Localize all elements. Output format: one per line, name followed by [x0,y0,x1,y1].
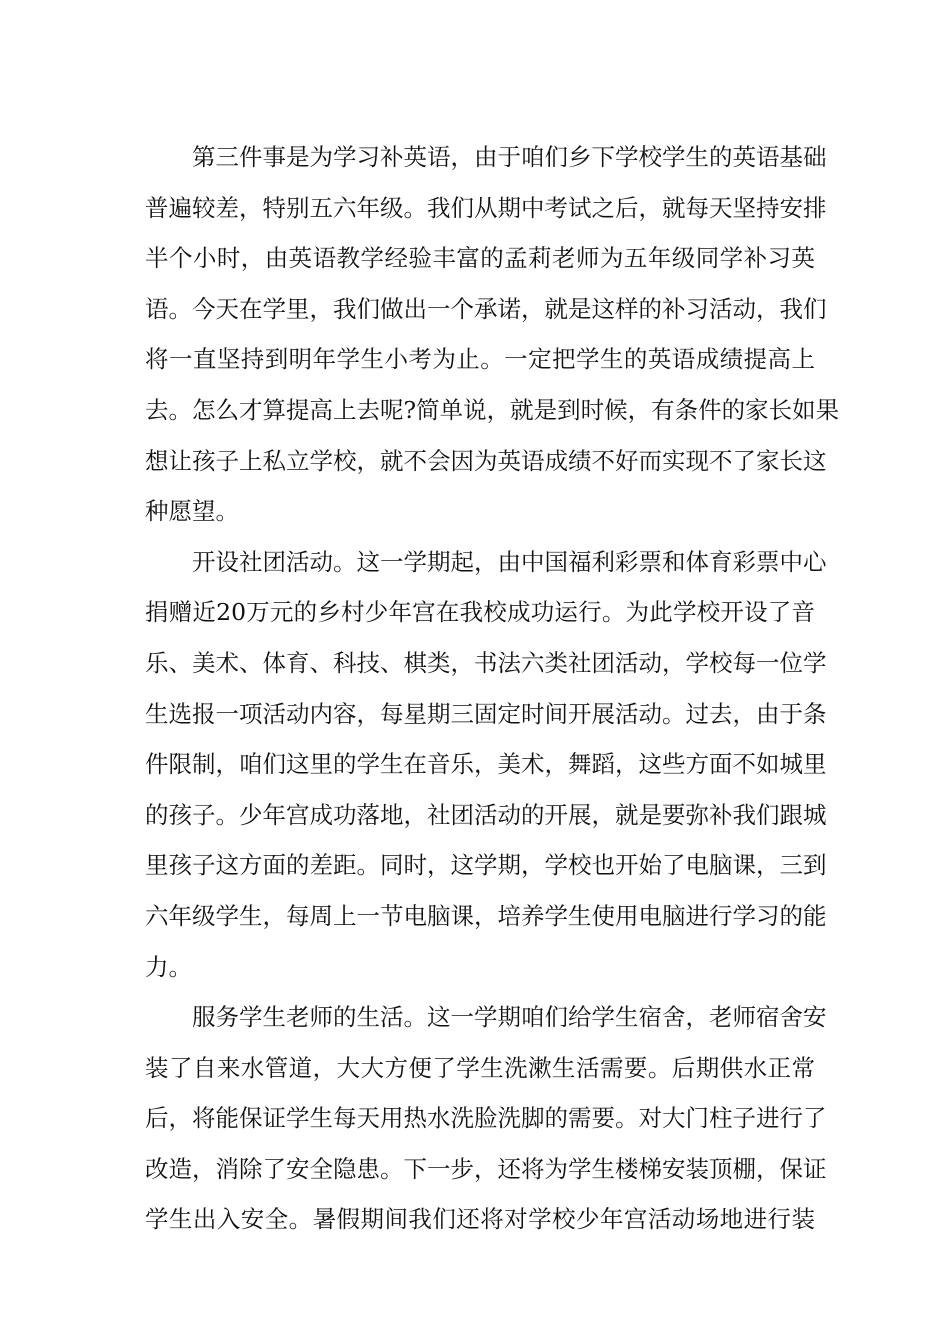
text-line: 将一直坚持到明年学生小考为止。一定把学生的英语成绩提高上 [145,345,815,374]
text-line: 里孩子这方面的差距。同时，这学期，学校也开始了电脑课，三到 [145,851,827,880]
text-line: 乐、美术、体育、科技、棋类，书法六类社团活动，学校每一位学 [145,648,827,677]
paragraph-living-services [145,992,827,1245]
text-line: 语。今天在学里，我们做出一个承诺，就是这样的补习活动，我们 [145,294,827,323]
text-line: 件限制，咱们这里的学生在音乐，美术，舞蹈，这些方面不如城里 [145,750,827,779]
text-line: 改造，消除了安全隐患。下一步，还将为学生楼梯安装顶棚，保证 [145,1154,827,1183]
text-line: 力。 [145,952,192,981]
text-line: 装了自来水管道，大大方便了学生洗漱生活需要。后期供水正常 [145,1053,815,1082]
text-line: 的孩子。少年宫成功落地，社团活动的开展，就是要弥补我们跟城 [145,800,827,829]
text-line: 普遍较差，特别五六年级。我们从期中考试之后，就每天坚持安排 [145,193,827,222]
text-line: 捐赠近20万元的乡村少年宫在我校成功运行。为此学校开设了音 [145,598,815,627]
document-body [145,132,840,1245]
text-line: 六年级学生，每周上一节电脑课，培养学生使用电脑进行学习的能 [145,901,827,930]
text-line: 去。怎么才算提高上去呢?简单说，就是到时候，有条件的家长如果 [145,395,840,424]
text-line: 后，将能保证学生每天用热水洗脸洗脚的需要。对大门柱子进行了 [145,1104,827,1133]
paragraph-club-activities [145,537,827,992]
text-line: 第三件事是为学习补英语，由于咱们乡下学校学生的英语基础 [192,143,827,171]
text-line: 种愿望。 [145,497,239,526]
text-line: 半个小时，由英语教学经验丰富的孟莉老师为五年级同学补习英 [145,244,815,273]
text-line: 服务学生老师的生活。这一学期咱们给学生宿舍，老师宿舍安 [192,1003,827,1032]
text-line: 学生出入安全。暑假期间我们还将对学校少年宫活动场地进行装 [145,1205,815,1234]
paragraph-english-tutoring [145,132,840,537]
text-line: 想让孩子上私立学校，就不会因为英语成绩不好而实现不了家长这 [145,446,827,475]
text-line: 生选报一项活动内容，每星期三固定时间开展活动。过去，由于条 [145,699,827,728]
text-line: 开设社团活动。这一学期起，由中国福利彩票和体育彩票中心 [192,547,827,576]
